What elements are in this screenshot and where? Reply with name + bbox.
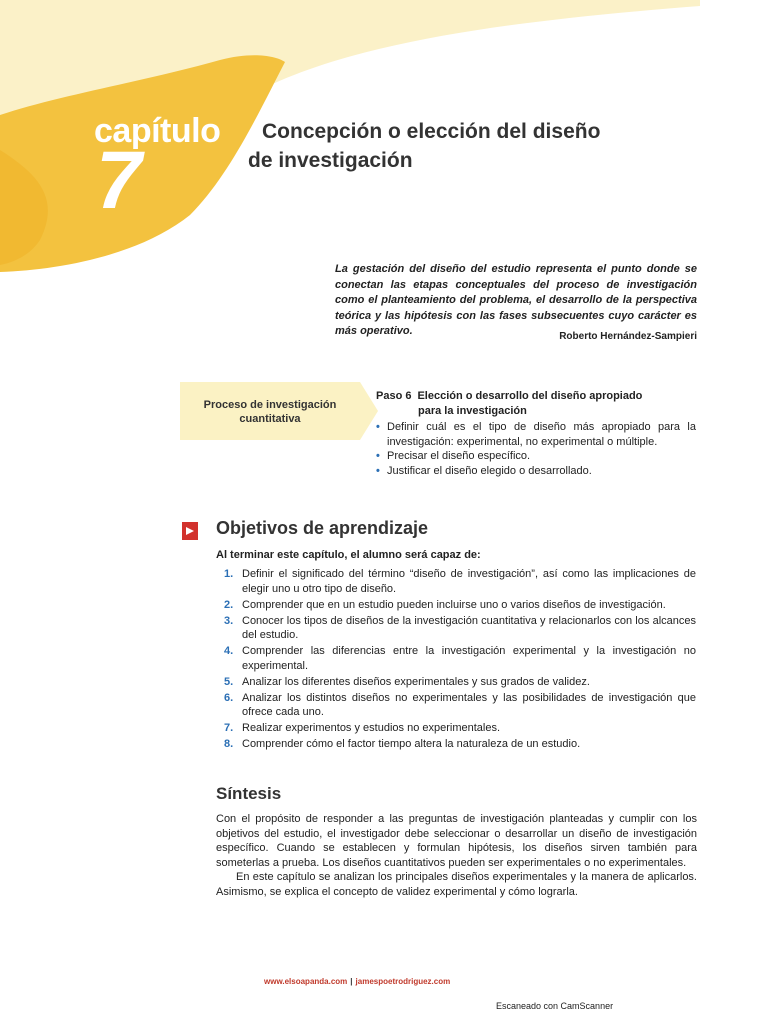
objective-number: 1. (224, 568, 234, 580)
objective-item (216, 691, 696, 720)
objectives-heading: Objetivos de aprendizaje (216, 518, 429, 538)
objective-number: 6. (224, 691, 234, 704)
synthesis-body (216, 812, 697, 900)
objective-item (216, 644, 696, 673)
step-bullet-text: Precisar el diseño específico. (387, 450, 531, 462)
objective-number: 3. (224, 614, 234, 627)
objective-number: 7. (224, 722, 234, 734)
process-step (376, 389, 696, 478)
chapter-title-line-1: Concepción o elección del diseño (262, 120, 601, 143)
objective-text: Definir el significado del término “diseño de investigación”, así como las implicaciones de elegir uno u otro tipo de diseño. (242, 568, 696, 595)
objective-number: 8. (224, 738, 234, 750)
footer-link-2[interactable]: jamespoetrodriguez.com (355, 977, 451, 986)
step-title-line-1: Elección o desarrollo del diseño apropiado (417, 390, 643, 402)
bullet-icon: • (376, 464, 380, 477)
process-arrow-box (180, 382, 380, 440)
footer-link-1[interactable]: www.elsoapanda.com (264, 977, 348, 986)
objective-number: 2. (224, 598, 234, 611)
chapter-number: 7 (96, 135, 142, 226)
footer-separator: | (350, 977, 353, 986)
step-bullet-text: Justificar el diseño elegido o desarrollado. (387, 464, 592, 477)
step-title-line-2: para la investigación (418, 404, 527, 417)
objective-text: Analizar los diferentes diseños experimentales y sus grados de validez. (242, 675, 590, 688)
step-bullet-list (376, 420, 696, 478)
objective-text: Analizar los distintos diseños no experimentales y las posibilidades de investigación que ofrece cada uno. (242, 691, 696, 718)
process-label-line-1: Proceso de investigación (203, 399, 337, 411)
objectives-icon (180, 520, 200, 542)
objective-number: 5. (224, 675, 234, 688)
chapter-title (248, 117, 668, 175)
synthesis-heading: Síntesis (216, 784, 282, 803)
step-bullet-text: Definir cuál es el tipo de diseño más apropiado para la investigación: experimental, no experimental o múltiple. (387, 421, 696, 448)
bullet-icon: • (376, 421, 380, 433)
objective-text: Comprender las diferencias entre la investigación experimental y la investigación no experimental. (242, 645, 696, 672)
step-bullet (376, 420, 696, 449)
process-label-line-2: cuantitativa (239, 413, 301, 425)
objectives-list (216, 567, 696, 753)
chapter-title-line-2: de investigación (248, 149, 413, 172)
objective-item (216, 567, 696, 596)
objective-text: Realizar experimentos y estudios no experimentales. (242, 722, 501, 734)
scanner-watermark: Escaneado con CamScanner (496, 1001, 614, 1011)
scan-margin (700, 0, 768, 1024)
objective-text: Comprender que en un estudio pueden incluirse uno o varios diseños de investigación. (242, 598, 666, 611)
synthesis-paragraph-1: Con el propósito de responder a las preguntas de investigación planteadas y cumplir con los objetivos del estudio, el investigador debe seleccionar o desarrollar un diseño de investigación específico. Cuando se establecen y formulan hipótesis, los diseños sirven también para someterlas a prueba. Los diseños cuantitativos pueden ser experimentales o no experimentales. (216, 813, 697, 869)
epigraph-author: Roberto Hernández-Sampieri (559, 331, 697, 342)
bullet-icon: • (376, 450, 380, 462)
step-bullet (376, 464, 696, 479)
process-label (180, 398, 360, 426)
objective-item (216, 598, 696, 613)
step-title (376, 389, 696, 418)
chapter-label: capítulo (94, 112, 221, 150)
objective-text: Conocer los tipos de diseños de la investigación cuantitativa y relacionarlos con los alcances del estudio. (242, 614, 696, 641)
step-bullet (376, 449, 696, 464)
step-number: Paso 6 (376, 390, 412, 402)
footer-links (264, 977, 450, 986)
epigraph-quote: La gestación del diseño del estudio representa el punto donde se conectan las etapas conceptuales del proceso de investigación como el planteamiento del problema, el desarrollo de la perspectiva teórica y las hipótesis con las fases subsecuentes cuyo carácter es más operativo. (335, 263, 697, 337)
objective-item (216, 614, 696, 643)
objectives-intro: Al terminar este capítulo, el alumno será capaz de: (216, 549, 481, 561)
objective-item (216, 737, 696, 752)
synthesis-paragraph-2: En este capítulo se analizan los principales diseños experimentales y la manera de aplicarlos. Asimismo, se explica el concepto de validez experimental y cómo lograrla. (216, 871, 697, 898)
objective-item (216, 721, 696, 736)
objective-text: Comprender cómo el factor tiempo altera la naturaleza de un estudio. (242, 738, 581, 750)
objective-item (216, 675, 696, 690)
objective-number: 4. (224, 645, 234, 657)
